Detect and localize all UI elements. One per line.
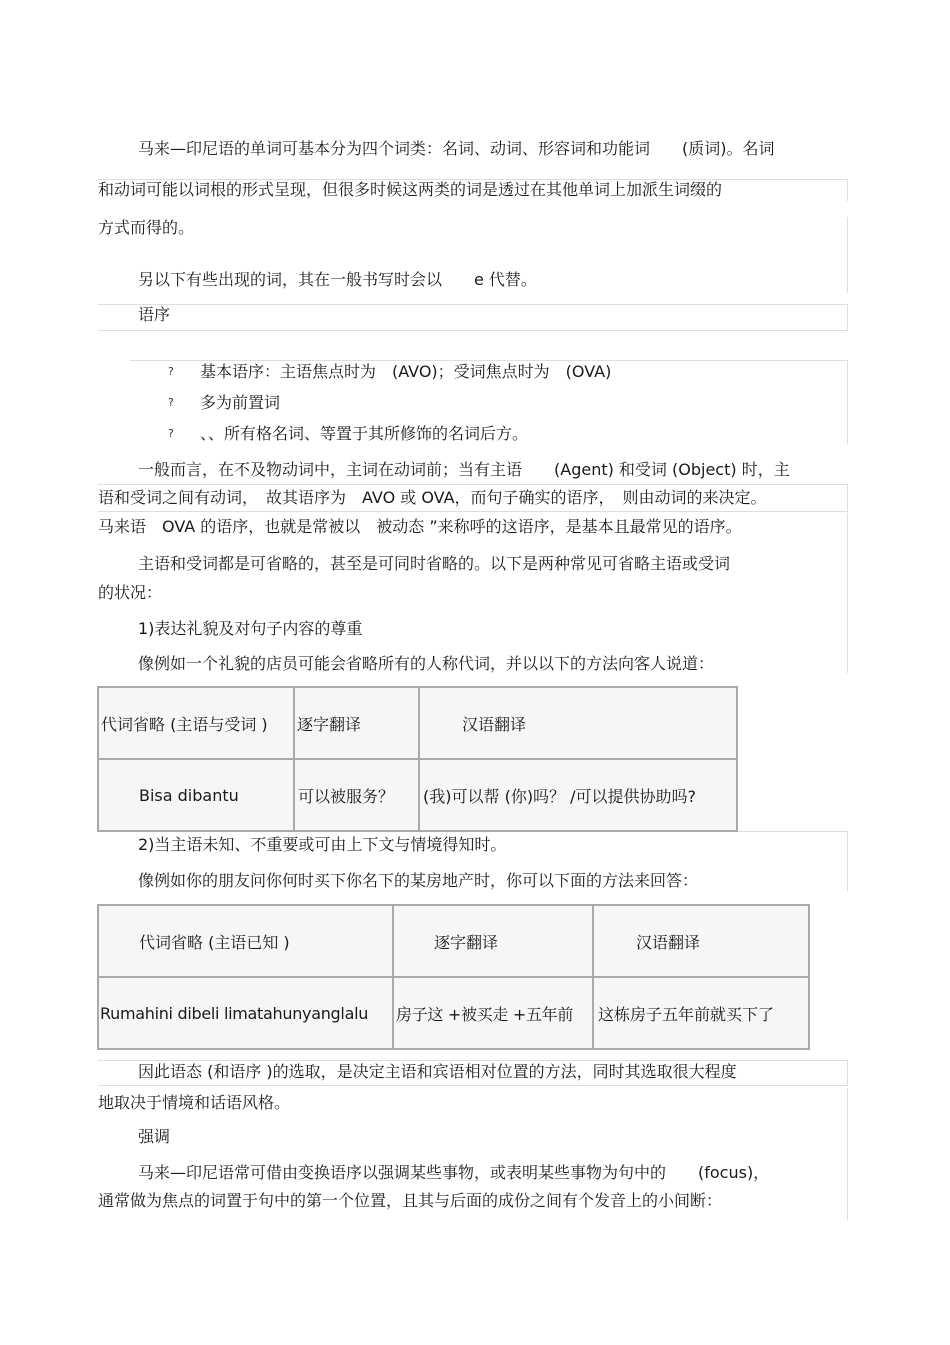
- paragraph-line: 2)当主语未知、不重要或可由上下文与情境得知时。: [138, 835, 507, 854]
- rule: [847, 304, 848, 331]
- rule: [98, 1060, 848, 1061]
- rule: [98, 484, 848, 485]
- table-cell: Bisa dibantu: [98, 759, 294, 831]
- pronoun-omission-table-2: [97, 904, 810, 1050]
- bullet-item: 多为前置词: [200, 393, 281, 412]
- paragraph-line: 像例如你的朋友问你何时买下你名下的某房地产时，你可以下面的方法来回答：: [138, 871, 699, 890]
- table-cell: 房子这 +被买走 +五年前: [393, 977, 593, 1049]
- paragraph-line: 主语和受词都是可省略的，甚至是可同时省略的。以下是两种常见可省略主语或受词: [138, 554, 731, 573]
- paragraph-line: 马来—印尼语常可借由变换语序以强调某些事物，或表明某些事物为句中的 (focus)，: [138, 1163, 770, 1182]
- paragraph-line: 1)表达礼貌及对句子内容的尊重: [138, 619, 363, 638]
- paragraph-line: 语和受词之间有动词， 故其语序为 AVO 或 OVA，而句子确实的语序， 则由动词的来决定。: [98, 488, 767, 507]
- rule: [98, 511, 848, 512]
- bullet-glyph: ?: [168, 396, 174, 409]
- rule: [847, 1088, 848, 1220]
- paragraph-line: 的状况：: [98, 583, 163, 602]
- table-header-cell: 代词省略 (主语与受词 ): [98, 687, 294, 759]
- pronoun-omission-table-1: [97, 686, 738, 832]
- paragraph-line: 通常做为焦点的词置于句中的第一个位置，且其与后面的成份之间有个发音上的小间断：: [98, 1191, 723, 1210]
- paragraph-line: 地取决于情境和话语风格。: [98, 1093, 291, 1112]
- bullet-glyph: ?: [168, 427, 174, 440]
- bullet-item: 、、所有格名词、等置于其所修饰的名词后方。: [200, 424, 529, 443]
- rule: [98, 330, 848, 331]
- rule: [847, 831, 848, 891]
- table-cell: Rumahini dibeli limatahunyanglalu: [98, 977, 393, 1049]
- section-heading: 强调: [138, 1127, 171, 1146]
- table-header-cell: 汉语翻译: [593, 905, 809, 977]
- rule: [847, 179, 848, 201]
- rule: [98, 1085, 848, 1086]
- paragraph-line: 一般而言，在不及物动词中，主词在动词前；当有主语 (Agent) 和受词 (Object) 时，主: [138, 460, 790, 479]
- rule: [847, 360, 848, 444]
- rule: [847, 1060, 848, 1086]
- rule: [847, 217, 848, 293]
- paragraph-line: 方式而得的。: [98, 218, 195, 237]
- rule: [130, 360, 848, 361]
- paragraph-line: 因此语态 (和语序 )的选取，是决定主语和宾语相对位置的方法，同时其选取很大程度: [138, 1062, 737, 1081]
- table-cell: (我)可以帮 (你)吗？ /可以提供协助吗?: [419, 759, 737, 831]
- paragraph-line: 像例如一个礼貌的店员可能会省略所有的人称代词，并以以下的方法向客人说道：: [138, 654, 715, 673]
- section-heading: 语序: [138, 305, 171, 324]
- rule: [847, 484, 848, 511]
- bullet-item: 基本语序：主语焦点时为 (AVO)；受词焦点时为 (OVA): [200, 362, 612, 381]
- rule: [98, 304, 848, 305]
- bullet-glyph: ?: [168, 365, 174, 378]
- table-header-cell: 代词省略 (主语已知 ): [98, 905, 393, 977]
- paragraph-line: 马来语 OVA 的语序，也就是常被以 被动态 ”来称呼的这语序，是基本且最常见的语序。: [98, 517, 742, 536]
- table-cell: 这栋房子五年前就买下了: [593, 977, 809, 1049]
- paragraph-line: 另以下有些出现的词，其在一般书写时会以 e 代替。: [138, 270, 537, 289]
- table-header-cell: 逐字翻译: [393, 905, 593, 977]
- paragraph-line: 和动词可能以词根的形式呈现，但很多时候这两类的词是透过在其他单词上加派生词缀的: [98, 180, 723, 199]
- table-header-cell: 逐字翻译: [294, 687, 419, 759]
- table-header-cell: 汉语翻译: [419, 687, 737, 759]
- rule: [847, 513, 848, 673]
- table-cell: 可以被服务？: [294, 759, 419, 831]
- paragraph-line: 马来—印尼语的单词可基本分为四个词类：名词、动词、形容词和功能词 (质词)。名词: [138, 139, 775, 158]
